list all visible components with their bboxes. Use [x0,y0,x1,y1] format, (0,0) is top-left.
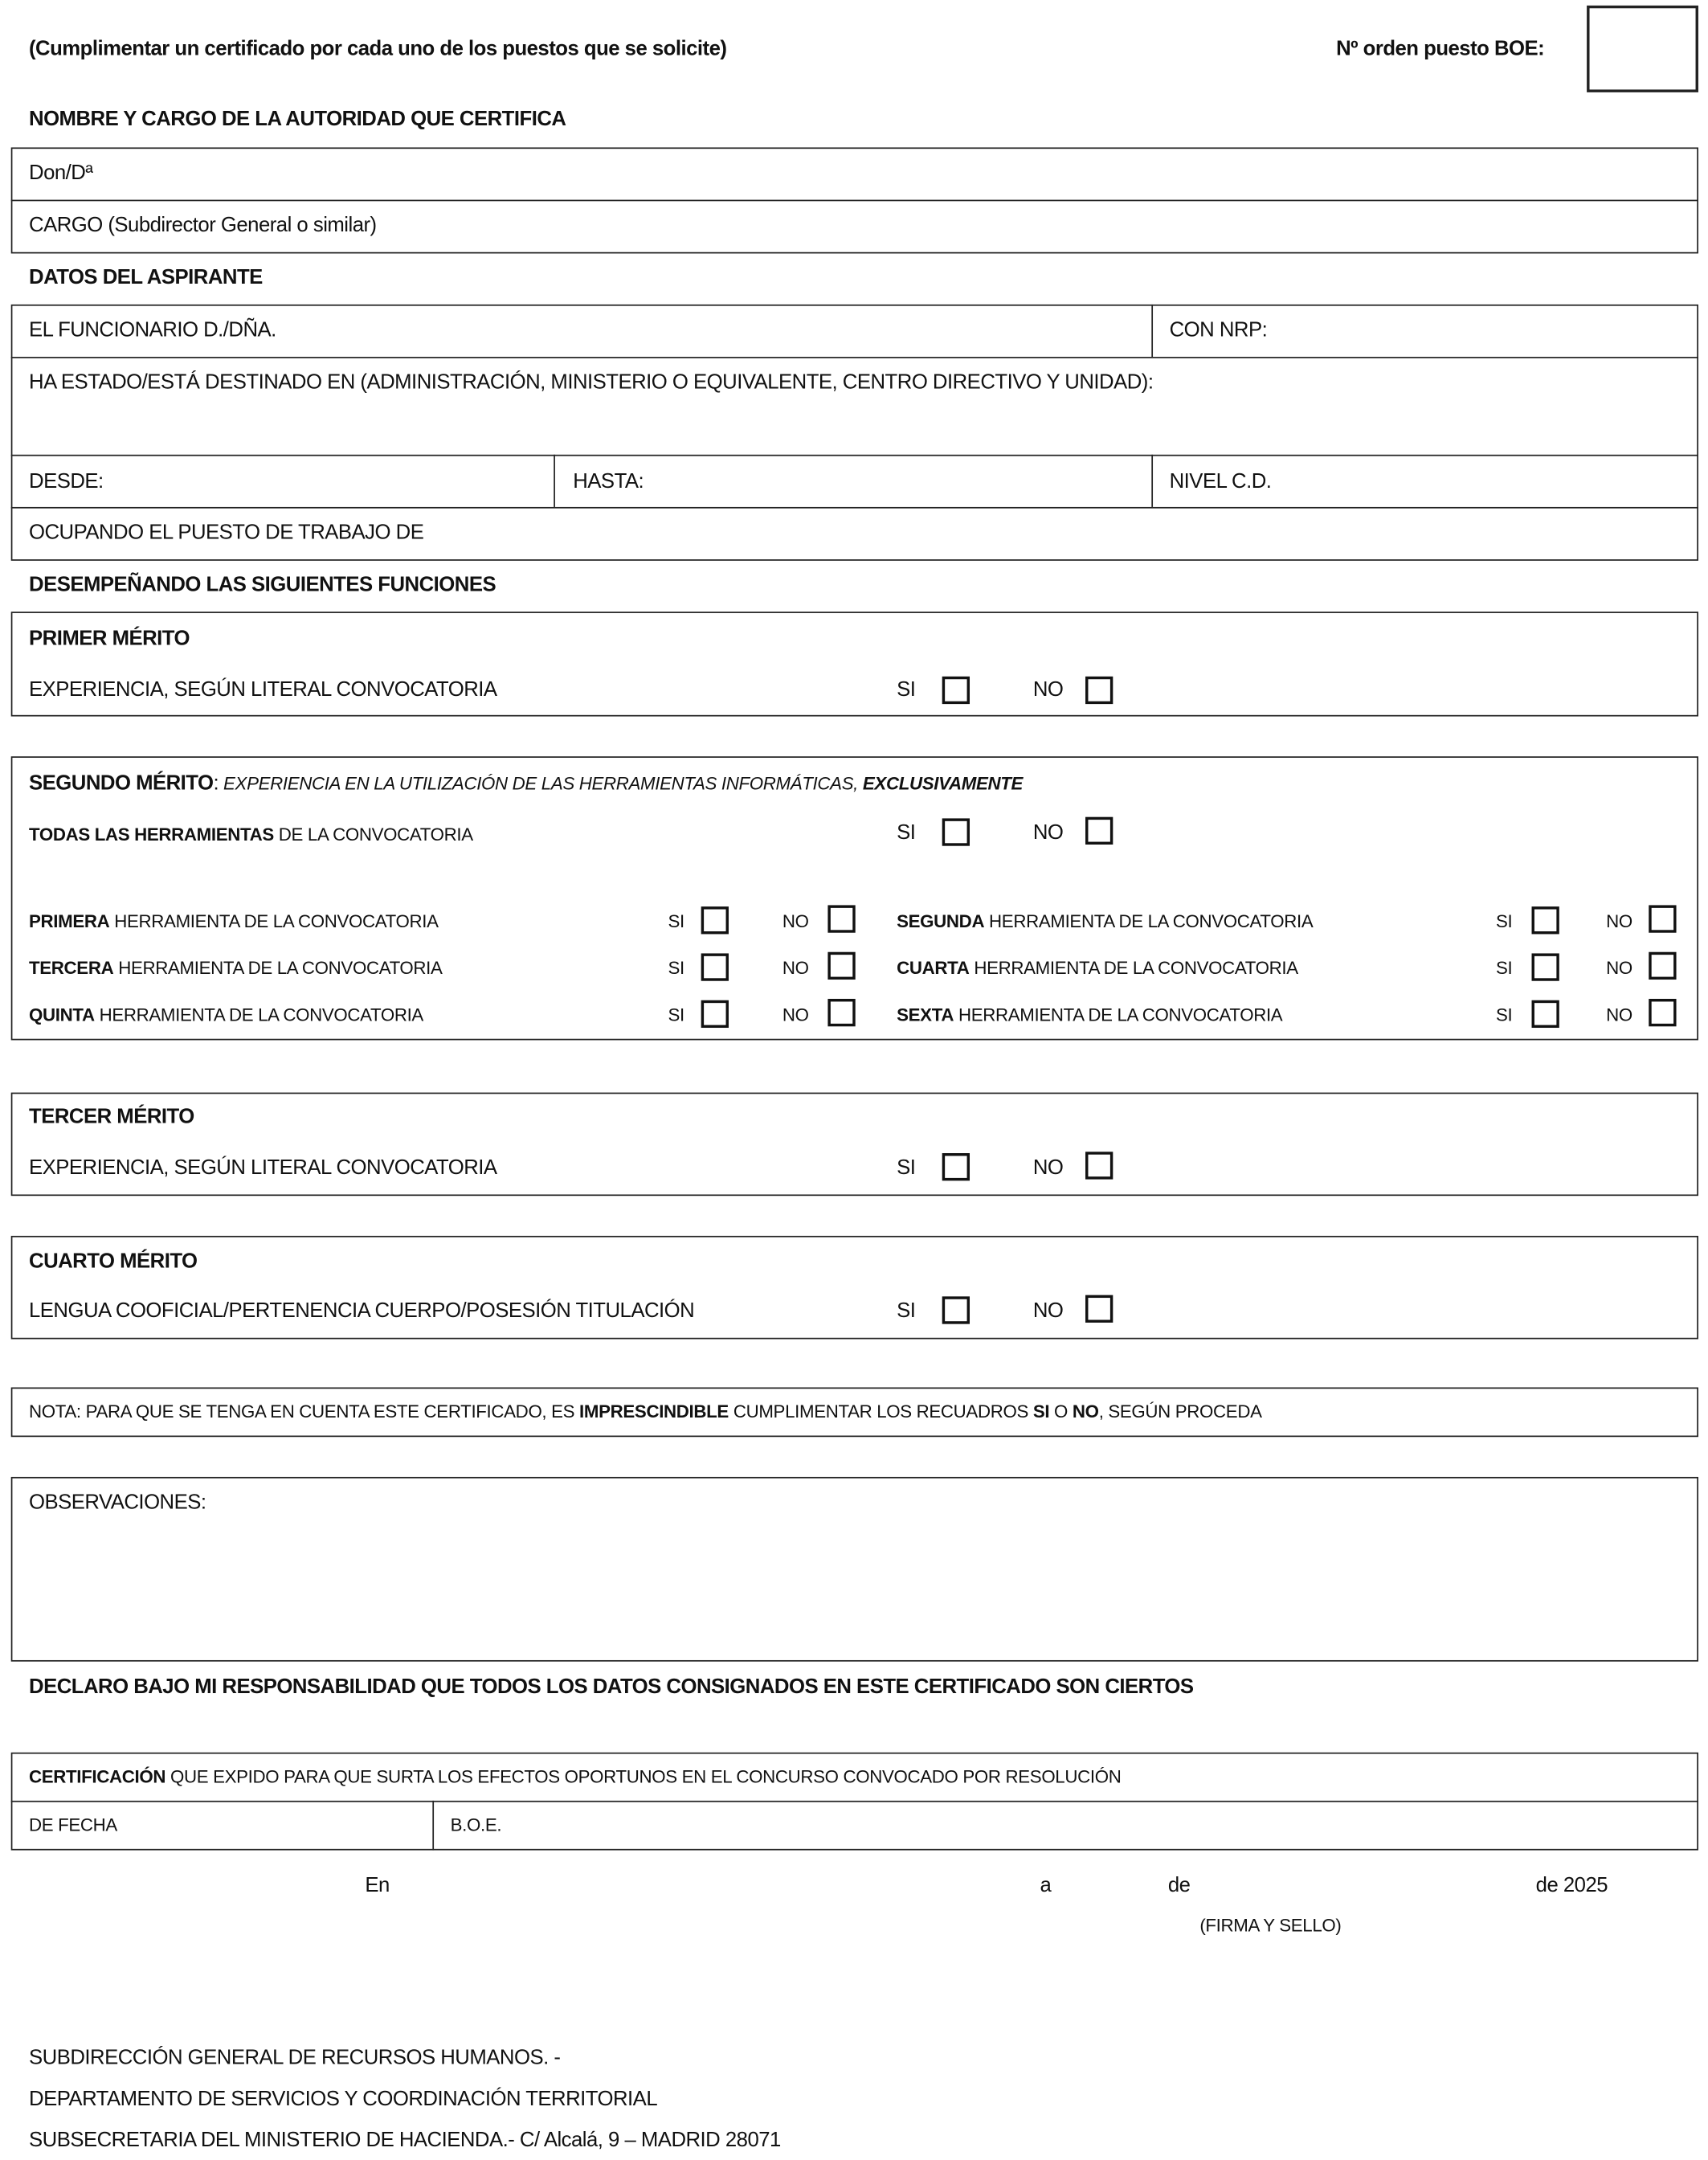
colon: : [213,771,219,796]
tool-2-si-checkbox[interactable] [1532,906,1559,934]
tool-rest: HERRAMIENTA DE LA CONVOCATORIA [113,957,443,979]
si-label: SI [1495,910,1513,932]
tool-ordinal: TERCERA [29,957,114,979]
hasta-field[interactable]: HASTA: [573,469,644,493]
si-label: SI [1495,957,1513,979]
si-label: SI [668,910,684,932]
note-part: O [1049,1401,1073,1422]
si-label: SI [668,957,684,979]
tool-5-no-checkbox[interactable] [827,999,855,1026]
order-label: Nº orden puesto BOE: [1336,37,1545,61]
certification-text [29,1765,1121,1790]
tool-ordinal: CUARTA [897,957,970,979]
tool-rest: HERRAMIENTA DE LA CONVOCATORIA [94,1004,423,1025]
si-label: SI [897,820,916,845]
tool-label [897,910,1313,935]
declaration-text: DECLARO BAJO MI RESPONSABILIDAD QUE TODOS LOS DATOS CONSIGNADOS EN ESTE CERTIFICADO SON CIERTOS [29,1675,1194,1699]
tool-label [897,1003,1282,1028]
observaciones-field[interactable] [11,1477,1698,1662]
merit4-text: LENGUA COOFICIAL/PERTENENCIA CUERPO/POSESIÓN TITULACIÓN [29,1299,695,1323]
day-label: a [1040,1873,1052,1897]
signature-label: (FIRMA Y SELLO) [1199,1915,1342,1936]
footer-line: SUBSECRETARIA DEL MINISTERIO DE HACIENDA.- C/ Alcalá, 9 – MADRID 28071 [29,2128,781,2153]
merit1-title: PRIMER MÉRITO [29,627,190,651]
merit4-si-checkbox[interactable] [942,1296,970,1323]
merit2-box [11,756,1698,1040]
order-number-field[interactable] [1587,6,1698,92]
note-part: NOTA: PARA QUE SE TENGA EN CUENTA ESTE CERTIFICADO, ES [29,1401,580,1422]
tool-1-no-checkbox[interactable] [827,905,855,932]
merit3-title: TERCER MÉRITO [29,1105,194,1129]
merit2-title-text: SEGUNDO MÉRITO [29,771,214,796]
tool-ordinal: SEGUNDA [897,910,985,932]
si-label: SI [897,1156,916,1180]
tool-ordinal: QUINTA [29,1004,95,1025]
year-label: de 2025 [1535,1873,1608,1897]
no-label: NO [1606,1004,1632,1025]
place-label: En [365,1873,390,1897]
tool-rest: HERRAMIENTA DE LA CONVOCATORIA [954,1004,1283,1025]
tool-label [29,956,443,981]
note-part: CUMPLIMENTAR LOS RECUADROS [728,1401,1033,1422]
no-label: NO [1606,957,1632,979]
all-tools-si-checkbox[interactable] [942,818,970,845]
nrp-field[interactable]: CON NRP: [1169,318,1268,342]
no-label: NO [782,1004,809,1025]
tool-5-si-checkbox[interactable] [701,1000,729,1028]
observaciones-label: OBSERVACIONES: [29,1491,206,1515]
funcionario-field[interactable]: EL FUNCIONARIO D./DÑA. [29,318,276,342]
footer-line: SUBDIRECCIÓN GENERAL DE RECURSOS HUMANOS. - [29,2046,561,2070]
no-label: NO [1032,677,1064,702]
cargo-field[interactable]: CARGO (Subdirector General o similar) [29,213,377,237]
divider [11,200,1698,202]
si-label: SI [897,677,916,702]
nivel-field[interactable]: NIVEL C.D. [1169,469,1272,493]
certification-bold: CERTIFICACIÓN [29,1765,166,1787]
merit2-desc-bold: EXCLUSIVAMENTE [858,772,1024,794]
divider [1151,455,1153,507]
authority-title: NOMBRE Y CARGO DE LA AUTORIDAD QUE CERTIFICA [29,107,566,131]
note-bold: NO [1072,1401,1099,1422]
divider [11,507,1698,509]
boe-field[interactable]: B.O.E. [450,1814,502,1835]
no-label: NO [782,957,809,979]
note-text [29,1400,1262,1425]
certification-rest: QUE EXPIDO PARA QUE SURTA LOS EFECTOS OPORTUNOS EN EL CONCURSO CONVOCADO POR RESOLUCIÓN [165,1765,1122,1787]
fecha-field[interactable]: DE FECHA [29,1814,117,1835]
month-label: de [1167,1873,1191,1897]
no-label: NO [782,910,809,932]
functions-title: DESEMPEÑANDO LAS SIGUIENTES FUNCIONES [29,573,496,597]
all-tools-no-checkbox[interactable] [1085,817,1113,845]
merit3-si-checkbox[interactable] [942,1153,970,1180]
tool-label [29,910,439,935]
tool-3-si-checkbox[interactable] [701,953,729,980]
merit1-si-checkbox[interactable] [942,677,970,704]
tool-3-no-checkbox[interactable] [827,952,855,980]
no-label: NO [1032,820,1064,845]
no-label: NO [1032,1156,1064,1180]
tool-4-no-checkbox[interactable] [1649,952,1676,980]
puesto-field[interactable]: OCUPANDO EL PUESTO DE TRABAJO DE [29,521,424,545]
tool-rest: HERRAMIENTA DE LA CONVOCATORIA [109,910,439,932]
don-field[interactable]: Don/Dª [29,161,93,185]
si-label: SI [1495,1004,1513,1025]
comma: , [853,772,859,794]
applicant-title: DATOS DEL ASPIRANTE [29,265,263,290]
divider [432,1801,434,1851]
tool-2-no-checkbox[interactable] [1649,905,1676,932]
divider [554,455,555,507]
merit3-no-checkbox[interactable] [1085,1152,1113,1179]
tool-4-si-checkbox[interactable] [1532,953,1559,980]
divider [11,455,1698,456]
tool-label [897,956,1298,981]
note-part: , SEGÚN PROCEDA [1098,1401,1262,1422]
merit4-title: CUARTO MÉRITO [29,1250,198,1274]
si-label: SI [668,1004,684,1025]
merit1-text: EXPERIENCIA, SEGÚN LITERAL CONVOCATORIA [29,677,497,702]
all-tools-rest: DE LA CONVOCATORIA [273,824,473,845]
instruction-text: (Cumplimentar un certificado por cada uno de los puestos que se solicite) [29,37,727,61]
divider [1151,305,1153,357]
merit3-text: EXPERIENCIA, SEGÚN LITERAL CONVOCATORIA [29,1156,497,1180]
divider [11,357,1698,358]
desde-field[interactable]: DESDE: [29,469,104,493]
si-label: SI [897,1299,916,1323]
merit1-no-checkbox[interactable] [1085,677,1113,704]
merit2-desc: EXPERIENCIA EN LA UTILIZACIÓN DE LAS HERRAMIENTAS INFORMÁTICAS [219,772,854,794]
tool-rest: HERRAMIENTA DE LA CONVOCATORIA [984,910,1314,932]
tool-6-si-checkbox[interactable] [1532,1000,1559,1028]
divider [11,1801,1698,1802]
footer-line: DEPARTAMENTO DE SERVICIOS Y COORDINACIÓN TERRITORIAL [29,2087,658,2111]
tool-label [29,1003,423,1028]
all-tools-label [29,823,473,848]
tool-ordinal: PRIMERA [29,910,110,932]
tool-ordinal: SEXTA [897,1004,954,1025]
note-bold: IMPRESCINDIBLE [579,1401,729,1422]
note-bold: SI [1032,1401,1050,1422]
all-tools-bold: TODAS LAS HERRAMIENTAS [29,824,274,845]
tool-6-no-checkbox[interactable] [1649,999,1676,1026]
destino-field[interactable]: HA ESTADO/ESTÁ DESTINADO EN (ADMINISTRACIÓN, MINISTERIO O EQUIVALENTE, CENTRO DIRECTIVO Y UNIDAD): [29,370,1154,395]
tool-1-si-checkbox[interactable] [701,906,729,934]
no-label: NO [1032,1299,1064,1323]
merit2-title [29,771,1023,796]
merit4-no-checkbox[interactable] [1085,1295,1113,1323]
no-label: NO [1606,910,1632,932]
tool-rest: HERRAMIENTA DE LA CONVOCATORIA [969,957,1298,979]
